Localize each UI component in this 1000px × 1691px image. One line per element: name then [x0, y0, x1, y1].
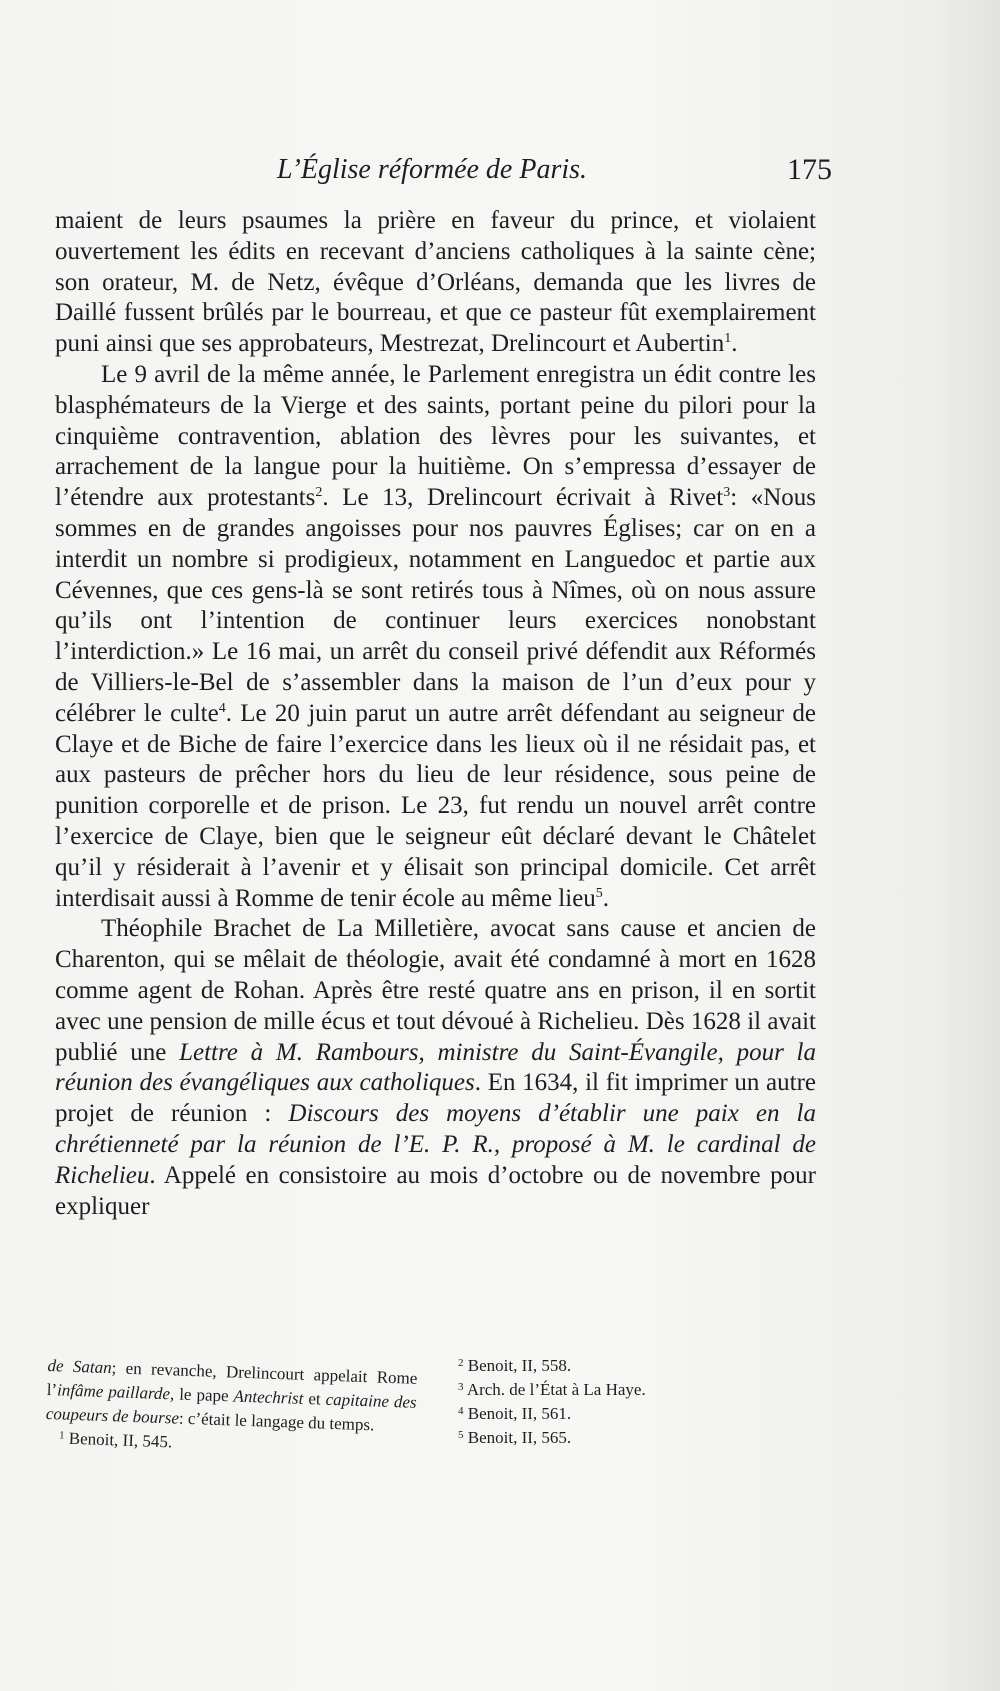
footnote-italic: infâme paillarde — [56, 1380, 171, 1404]
footnote-number: 1 — [58, 1429, 65, 1442]
paragraph-text: Le 9 avril de la même année, le Parlement enregistra un édit contre les blasphémateurs de la Vierge et des saints, portant peine du pilori pour la cinquième contravention, ablation des lèvres pour les suivantes, et arrachement de la langue pour la huitième. On s’empressa d’essayer de l’étendre aux protestants — [55, 360, 816, 512]
footnote — [458, 1354, 818, 1378]
footnote — [458, 1378, 818, 1402]
paragraph — [55, 360, 816, 914]
paragraph-text: . Le 13, Drelincourt écrivait à Rivet — [322, 484, 724, 512]
paragraph-text: . — [602, 884, 610, 912]
page-number: 175 — [787, 153, 832, 186]
paragraph-text: Théophile Brachet de La Milletière, avocat sans cause et ancien de Charenton, qui se mêlait de théologie, avait été condamné à mort en 1628 comme agent de Rohan. Après être resté quatre ans en prison, il en sortit avec une pension de mille écus et tout dévoué à Richelieu. Dès 1628 il avait publié une — [55, 915, 816, 1066]
footnote-ref: 5 — [595, 885, 603, 901]
footnote — [458, 1402, 818, 1426]
paragraph-text: maient de leurs psaumes la prière en faveur du prince, et violaient ouvertement les édits en recevant d’anciens catholiques à la sainte cène; son orateur, M. de Netz, évêque d’Orléans, demanda que les livres de Daillé fussent brûlés par le bourreau, et que ce pasteur fût exemplairement puni ainsi que ses approbateurs, Mestrezat, Drelincourt et Aubertin — [55, 207, 816, 358]
footnote-text: Benoit, II, 565. — [467, 1428, 572, 1447]
footnotes-right-column — [458, 1354, 818, 1450]
paragraph — [55, 914, 816, 1222]
footnote-text: Benoit, II, 545. — [68, 1428, 173, 1452]
footnote-ref: 4 — [218, 700, 226, 716]
footnote-italic: capitaine des coupeurs de bourse — [45, 1389, 417, 1428]
paragraph — [55, 206, 816, 360]
footnote-text: ; en revanche, Drelincourt appelait Rome l’ — [46, 1358, 418, 1400]
paragraph-text: : «Nous sommes en de grandes angoisses pour nos pauvres Églises; car on en a interdit un nombre si prodigieux, notamment en Languedoc et partie aux Cévennes, que ces gens-là se sont retirés tous à Nîmes, où on nous assure qu’ils ont l’intention de continuer leurs exercices nonobstant l’interdiction.» Le 16 mai, un arrêt du conseil privé défendit aux Réformés de Villiers-le-Bel de s’assembler dans la maison de l’un d’eux pour y célébrer le culte — [55, 484, 816, 727]
running-title: L’Église réformée de Paris. — [277, 154, 588, 185]
footnote-number: 5 — [458, 1429, 464, 1441]
footnotes-left-column — [45, 1354, 418, 1463]
footnote-text: Arch. de l’État à La Haye. — [466, 1380, 646, 1399]
book-title: Discours des moyens d’établir une paix en la chrétienneté par la réunion de l’E. P. R., proposé à M. le cardinal de Richelieu — [55, 1100, 816, 1189]
footnote-ref: 1 — [724, 331, 732, 347]
footnote-italic: Antechrist — [233, 1386, 304, 1408]
footnote-text: , le pape — [169, 1384, 234, 1406]
footnote-number: 3 — [458, 1381, 464, 1393]
main-text — [55, 206, 816, 1222]
footnote-ref: 2 — [315, 485, 323, 501]
footnote-text: et — [303, 1388, 327, 1409]
paragraph-text: . En 1634, il fit imprimer un autre projet de réunion : — [55, 1069, 816, 1128]
footnote-text: : c’était le langage du temps. — [178, 1408, 375, 1435]
footnote-number: 2 — [458, 1357, 464, 1369]
book-title: Lettre à M. Rambours, ministre du Saint-Évangile, pour la réunion des évangéliques aux catholiques — [55, 1038, 816, 1097]
paragraph-text: . Appelé en consistoire au mois d’octobre ou de novembre pour expliquer — [55, 1161, 816, 1220]
footnote-ref: 3 — [723, 485, 731, 501]
footnote — [458, 1426, 818, 1450]
paragraph-text: . Le 20 juin parut un autre arrêt défendant au seigneur de Claye et de Biche de faire l’exercice dans les lieux où il ne résidait pas, et aux pasteurs de prêcher hors du lieu de leur résidence, sous peine de punition corporelle et de prison. Le 23, fut rendu un nouvel arrêt contre l’exercice de Claye, bien que le seigneur eût déclaré devant le Châtelet qu’il y résiderait à l’avenir et y élisait son principal domicile. Cet arrêt interdisait aussi à Romme de tenir école au même lieu — [55, 699, 817, 912]
footnote-text: Benoit, II, 561. — [467, 1404, 572, 1423]
footnote-text: Benoit, II, 558. — [467, 1356, 572, 1375]
footnote-number: 4 — [458, 1405, 464, 1417]
footnote-italic: de Satan — [47, 1355, 113, 1378]
paragraph-text: . — [731, 330, 738, 358]
